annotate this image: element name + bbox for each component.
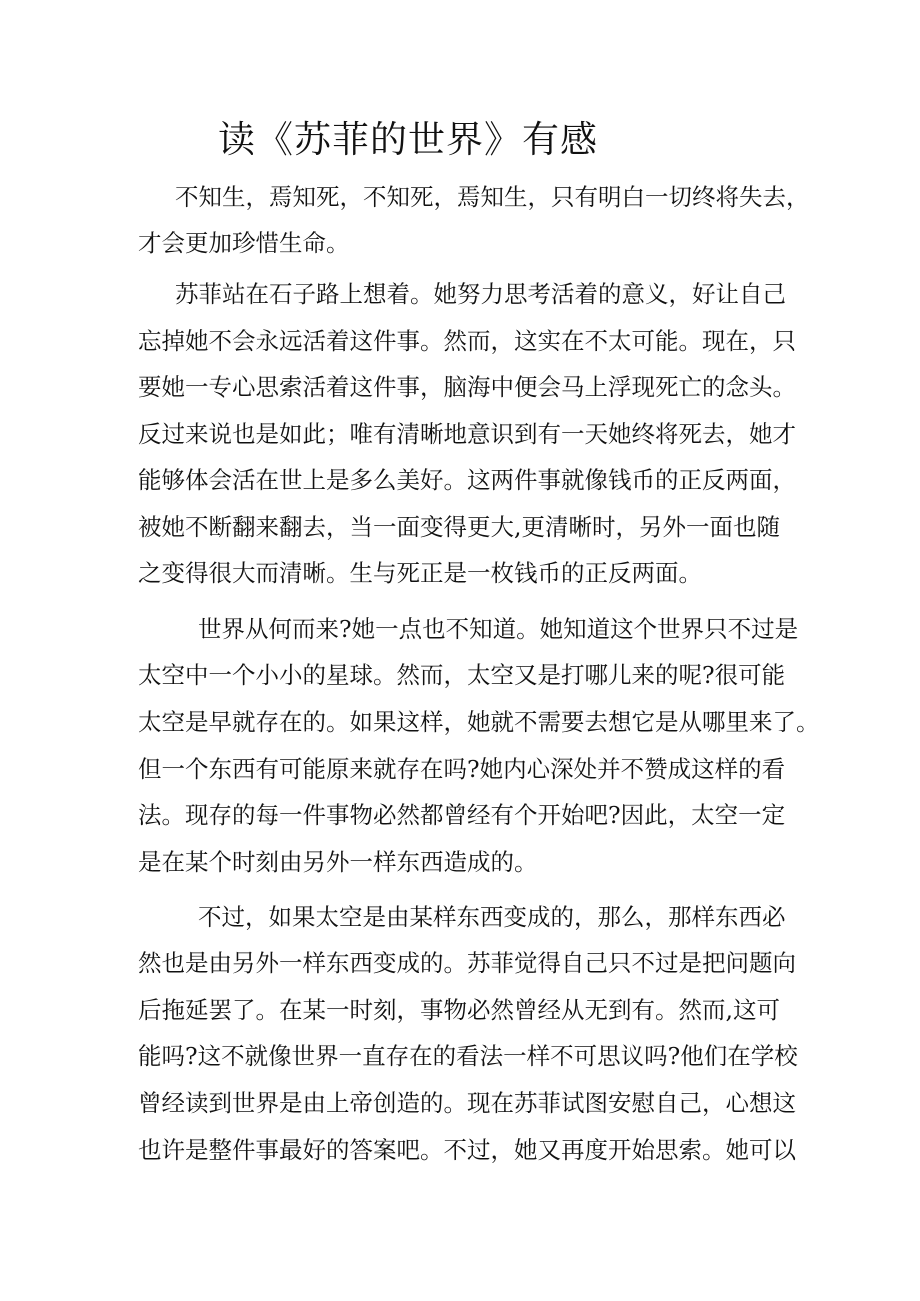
text-line: 然也是由另外一样东西变成的。苏菲觉得自己只不过是把问题向 (138, 949, 796, 977)
text-line: 是在某个时刻由另外一样东西造成的。 (138, 848, 538, 876)
text-line: 但一个东西有可能原来就存在吗?她内心深处并不赞成这样的看 (138, 755, 786, 783)
text-line: 才会更加珍惜生命。 (138, 229, 350, 257)
text-line: 能够体会活在世上是多么美好。这两件事就像钱币的正反两面， (138, 466, 796, 494)
document-title: 读《苏菲的世界》有感 (218, 118, 598, 161)
text-line: 之变得很大而清晰。生与死正是一枚钱币的正反两面。 (138, 559, 702, 587)
text-line: 太空是早就存在的。如果这样，她就不需要去想它是从哪里来了。 (138, 708, 820, 736)
text-line: 苏菲站在石子路上想着。她努力思考活着的意义，好让自己 (175, 280, 786, 308)
text-line: 后拖延罢了。在某一时刻，事物必然曾经从无到有。然而,这可 (138, 996, 780, 1024)
text-line: 也许是整件事最好的答案吧。不过，她又再度开始思索。她可以 (138, 1136, 796, 1164)
text-line: 反过来说也是如此；唯有清晰地意识到有一天她终将死去，她才 (138, 420, 796, 448)
text-line: 法。现存的每一件事物必然都曾经有个开始吧?因此，太空一定 (138, 801, 786, 829)
text-line: 能吗?这不就像世界一直存在的看法一样不可思议吗?他们在学校 (138, 1042, 798, 1070)
text-line: 不过，如果太空是由某样东西变成的，那么，那样东西必 (198, 903, 786, 931)
text-line: 被她不断翻来翻去，当一面变得更大,更清晰时，另外一面也随 (138, 513, 780, 541)
text-line: 忘掉她不会永远活着这件事。然而，这实在不太可能。现在，只 (138, 327, 796, 355)
text-line: 太空中一个小小的星球。然而，太空又是打哪儿来的呢?很可能 (138, 661, 786, 689)
text-line: 不知生，焉知死，不知死，焉知生，只有明白一切终将失去， (175, 183, 810, 211)
text-line: 曾经读到世界是由上帝创造的。现在苏菲试图安慰自己，心想这 (138, 1089, 796, 1117)
text-line: 要她一专心思索活着这件事，脑海中便会马上浮现死亡的念头。 (138, 373, 796, 401)
text-line: 世界从何而来?她一点也不知道。她知道这个世界只不过是 (198, 615, 799, 643)
